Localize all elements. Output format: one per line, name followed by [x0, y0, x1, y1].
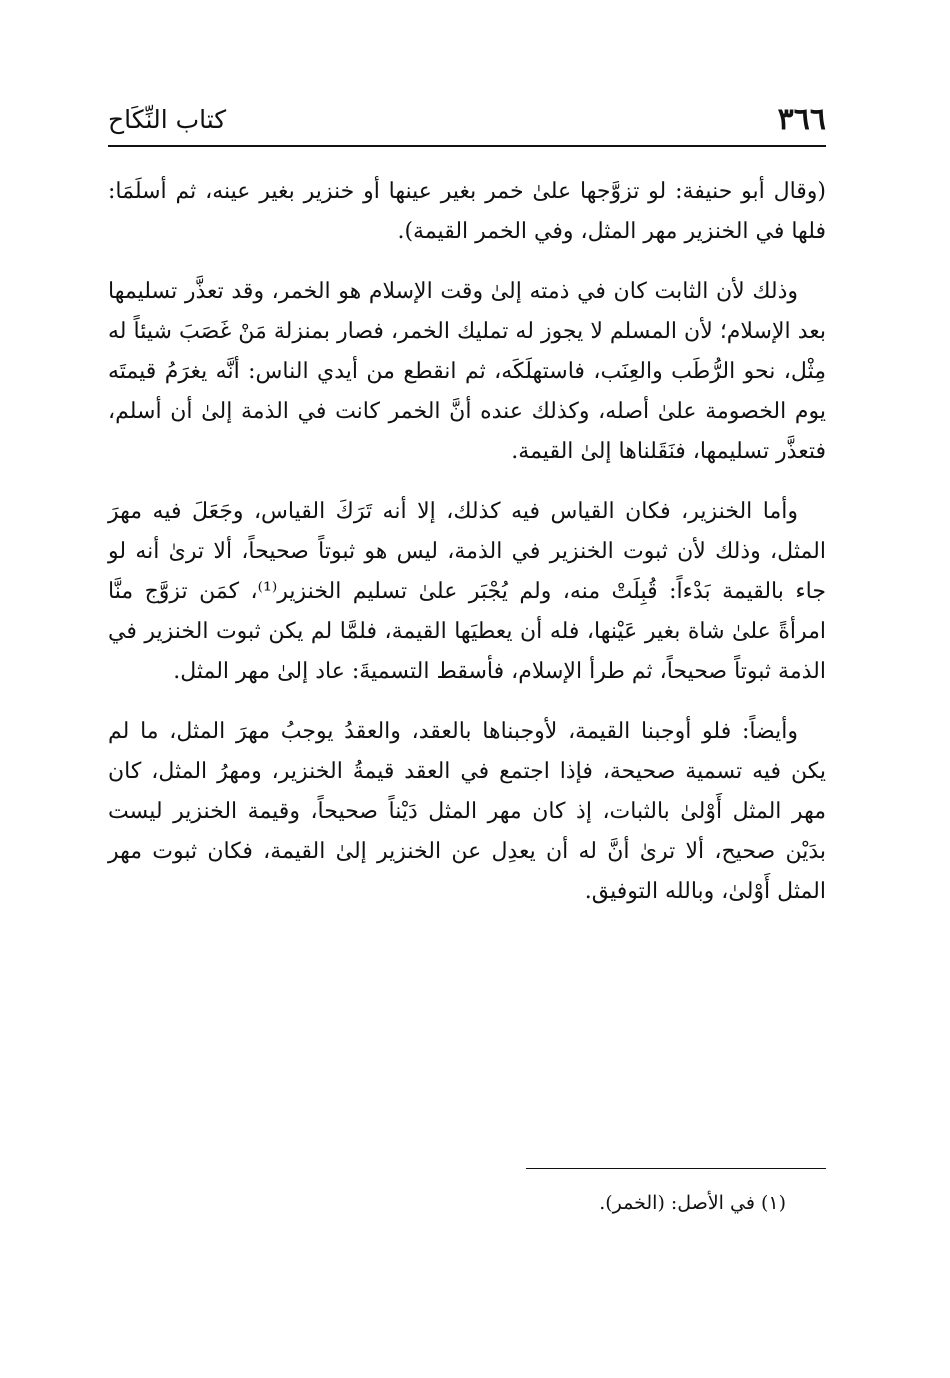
paragraph-2: وذلك لأن الثابت كان في ذمته إلىٰ وقت الإسلام هو الخمر، وقد تعذَّر تسليمها بعد الإسلام؛ لأن المسلم لا يجوز له تمليك الخمر، فصار بمنزلة مَنْ غَصَبَ شيئاً له مِثْل، نحو الرُّطَب والعِنَب، فاستهلَكَه، ثم انقطع من أيدي الناس: أنَّه يغرَمُ قيمتَه يوم الخصومة علىٰ أصله، وكذلك عنده أنَّ الخمر كانت في الذمة إلىٰ أن أسلم، فتعذَّر تسليمها، فنَقَلناها إلىٰ القيمة. [108, 279, 826, 464]
paragraph-1: (وقال أبو حنيفة: لو تزوَّجها علىٰ خمر بغير عينها أو خنزير بغير عينه، ثم أسلَمَا: فلها في الخنزير مهر المثل، وفي الخمر القيمة). [108, 179, 826, 244]
header-divider [108, 145, 826, 147]
book-title: كتاب النِّكَاح [108, 105, 227, 134]
footnote: (١) في الأصل: (الخمر). [599, 1192, 786, 1214]
paragraph-4: وأيضاً: فلو أوجبنا القيمة، لأوجبناها بالعقد، والعقدُ يوجبُ مهرَ المثل، ما لم يكن فيه تسمية صحيحة، فإذا اجتمع في العقد قيمةُ الخنزير، ومهرُ المثل، كان مهر المثل أَوْلىٰ بالثبات، إذ كان مهر المثل دَيْناً صحيحاً، وقيمة الخنزير ليست بدَيْن صحيح، ألا ترىٰ أنَّ له أن يعدِل عن الخنزير إلىٰ القيمة، فكان ثبوت مهر المثل أَوْلىٰ، وبالله التوفيق. [108, 719, 826, 904]
page-header [108, 96, 826, 140]
document-page [108, 0, 826, 1378]
paragraph-3: وأما الخنزير، فكان القياس فيه كذلك، إلا أنه تَرَكَ القياس، وجَعَلَ فيه مهرَ المثل، وذلك لأن ثبوت الخنزير في الذمة، ليس هو ثبوتاً صحيحاً، ألا ترىٰ أنه لو جاء بالقيمة بَدْءاً: قُبِلَتْ منه، ولم يُجْبَر علىٰ تسليم الخنزير⁽¹⁾، كمَن تزوَّج منَّا امرأةً علىٰ شاة بغير عَيْنها، فله أن يعطيَها القيمة، فلمَّا لم يكن ثبوت الخنزير في الذمة ثبوتاً صحيحاً، ثم طرأ الإسلام، فأسقط التسميةَ: عاد إلىٰ مهر المثل. [108, 499, 826, 684]
footnote-divider [526, 1168, 826, 1169]
body-text [108, 172, 826, 932]
page-number: ٣٦٦ [777, 102, 826, 137]
